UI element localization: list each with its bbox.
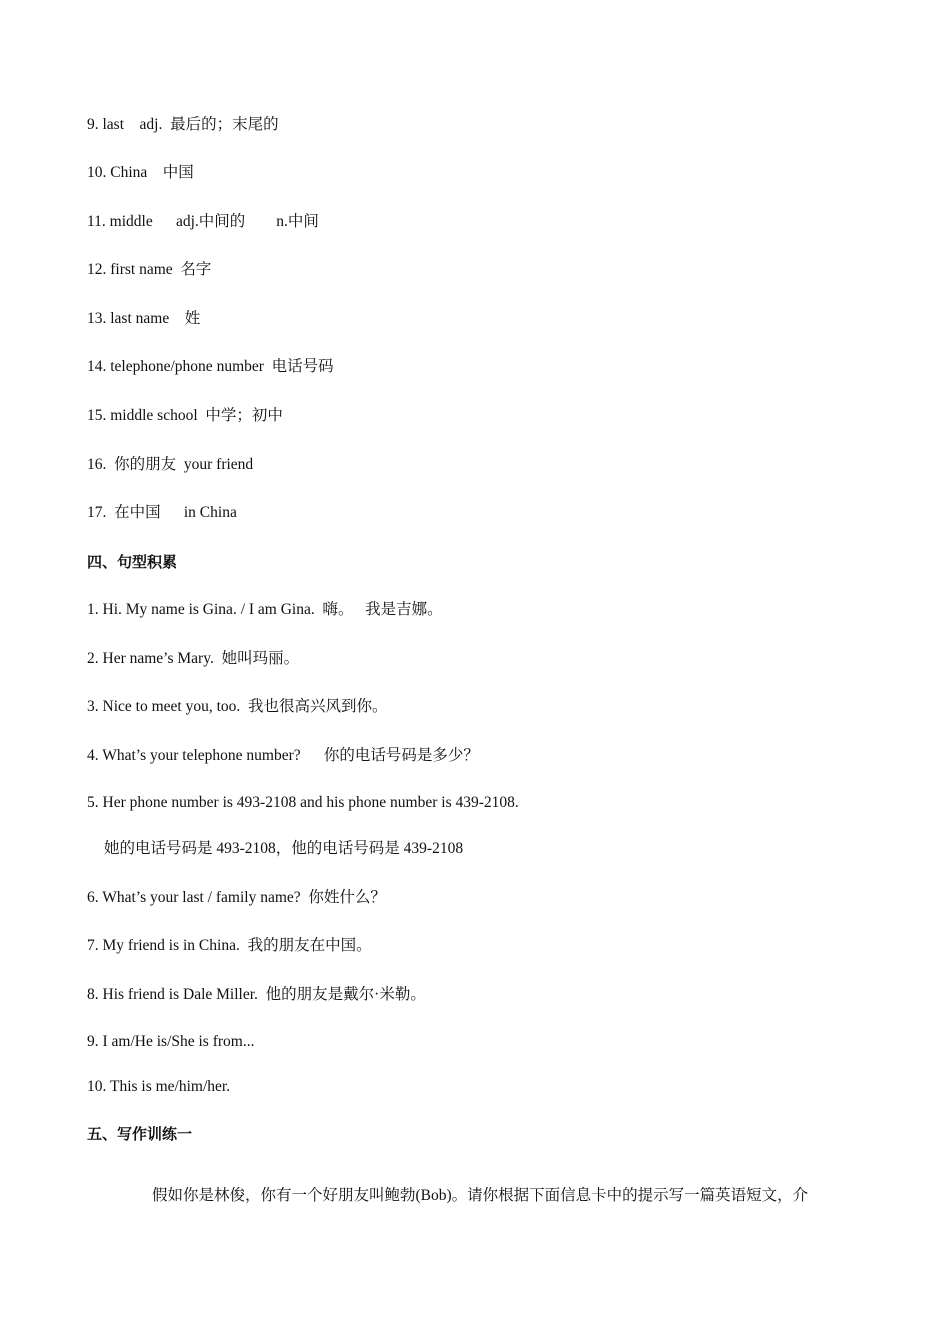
writing-prompt-paragraph: 假如你是林俊，你有一个好朋友叫鲍勃(Bob)。请你根据下面信息卡中的提示写一篇英语短文，介 [152, 1187, 809, 1204]
sentence-item: 4. What’s your telephone number? 你的电话号码是多少？ [87, 747, 479, 764]
sentence-item: 8. His friend is Dale Miller. 他的朋友是戴尔·米勒。 [87, 986, 426, 1003]
vocab-item: 15. middle school 中学；初中 [87, 407, 283, 424]
sentence-item: 7. My friend is in China. 我的朋友在中国。 [87, 937, 372, 954]
section-heading-sentences: 四、句型积累 [87, 553, 178, 571]
vocab-item: 17. 在中国 in China [87, 504, 237, 521]
vocab-item: 16. 你的朋友 your friend [87, 456, 254, 473]
sentence-item: 10. This is me/him/her. [87, 1078, 231, 1095]
sentence-item: 9. I am/He is/She is from... [87, 1033, 255, 1050]
sentence-item: 2. Her name’s Mary. 她叫玛丽。 [87, 650, 300, 667]
vocab-item: 12. first name 名字 [87, 261, 212, 278]
sentence-item: 5. Her phone number is 493-2108 and his phone number is 439-2108. [87, 794, 519, 811]
vocab-item: 13. last name 姓 [87, 310, 201, 327]
section-heading-writing: 五、写作训练一 [87, 1125, 193, 1143]
sentence-item: 6. What’s your last / family name? 你姓什么？ [87, 889, 386, 906]
sentence-item: 3. Nice to meet you, too. 我也很高兴风到你。 [87, 698, 388, 715]
vocab-item: 14. telephone/phone number 电话号码 [87, 358, 334, 375]
sentence-item: 1. Hi. My name is Gina. / I am Gina. 嗨。 我是吉娜。 [87, 601, 443, 618]
vocab-item: 10. China 中国 [87, 164, 194, 181]
sentence-translation: 她的电话号码是 493-2108，他的电话号码是 439-2108 [104, 840, 464, 857]
vocab-item: 9. last adj. 最后的；末尾的 [87, 116, 279, 133]
vocab-item: 11. middle adj.中间的 n.中间 [87, 213, 319, 230]
